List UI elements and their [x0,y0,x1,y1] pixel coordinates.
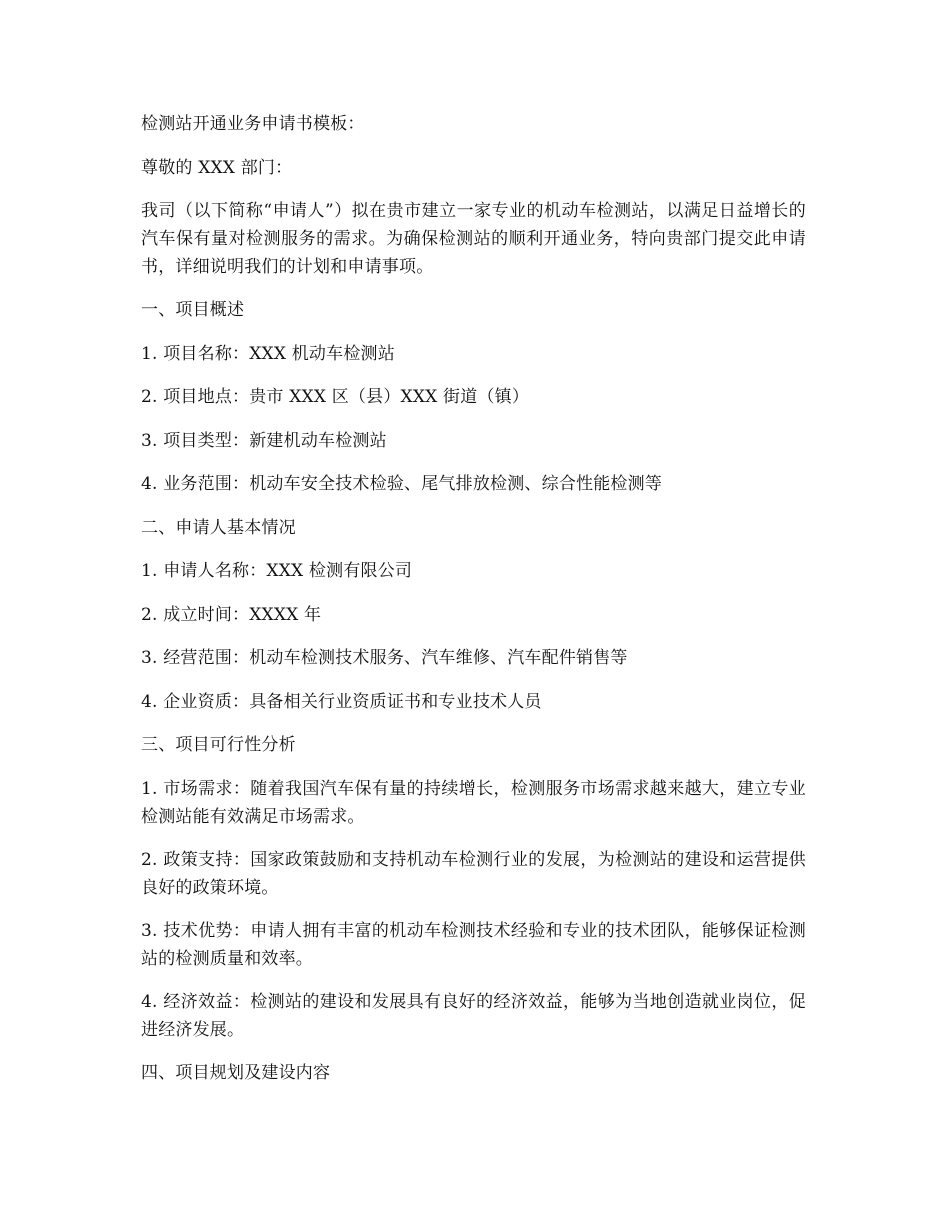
feasibility-item-technology: 3. 技术优势：申请人拥有丰富的机动车检测技术经验和专业的技术团队，能够保证检测站的检测质量和效率。 [141,920,806,969]
document-body [141,110,806,1102]
overview-item-type: 3. 项目类型：新建机动车检测站 [141,430,387,451]
feasibility-item-policy: 2. 政策支持：国家政策鼓励和支持机动车检测行业的发展，为检测站的建设和运营提供良好的政策环境。 [141,849,806,898]
feasibility-item-market: 1. 市场需求：随着我国汽车保有量的持续增长，检测服务市场需求越来越大，建立专业检测站能有效满足市场需求。 [141,778,806,827]
document-title: 检测站开通业务申请书模板： [141,114,365,134]
section-heading-overview: 一、项目概述 [141,300,245,320]
applicant-item-qualification: 4. 企业资质：具备相关行业资质证书和专业技术人员 [141,691,542,712]
applicant-item-founded: 2. 成立时间：XXXX 年 [141,604,322,625]
salutation: 尊敬的 XXX 部门： [141,157,293,178]
applicant-item-business-scope: 3. 经营范围：机动车检测技术服务、汽车维修、汽车配件销售等 [141,648,628,668]
section-heading-applicant: 二、申请人基本情况 [141,517,296,538]
overview-item-scope: 4. 业务范围：机动车安全技术检验、尾气排放检测、综合性能检测等 [141,474,663,494]
overview-item-name: 1. 项目名称：XXX 机动车检测站 [141,343,395,364]
overview-item-location: 2. 项目地点：贵市 XXX 区（县）XXX 街道（镇） [141,387,530,407]
applicant-item-name: 1. 申请人名称：XXX 检测有限公司 [141,561,413,581]
feasibility-item-economic: 4. 经济效益：检测站的建设和发展具有良好的经济效益，能够为当地创造就业岗位，促进经济发展。 [141,991,806,1040]
section-heading-planning: 四、项目规划及建设内容 [141,1062,331,1083]
section-heading-feasibility: 三、项目可行性分析 [141,735,296,755]
intro-paragraph: 我司（以下简称“申请人”）拟在贵市建立一家专业的机动车检测站，以满足日益增长的汽车保有量对检测服务的需求。为确保检测站的顺利开通业务，特向贵部门提交此申请书，详细说明我们的计划和申请事项。 [141,201,806,277]
